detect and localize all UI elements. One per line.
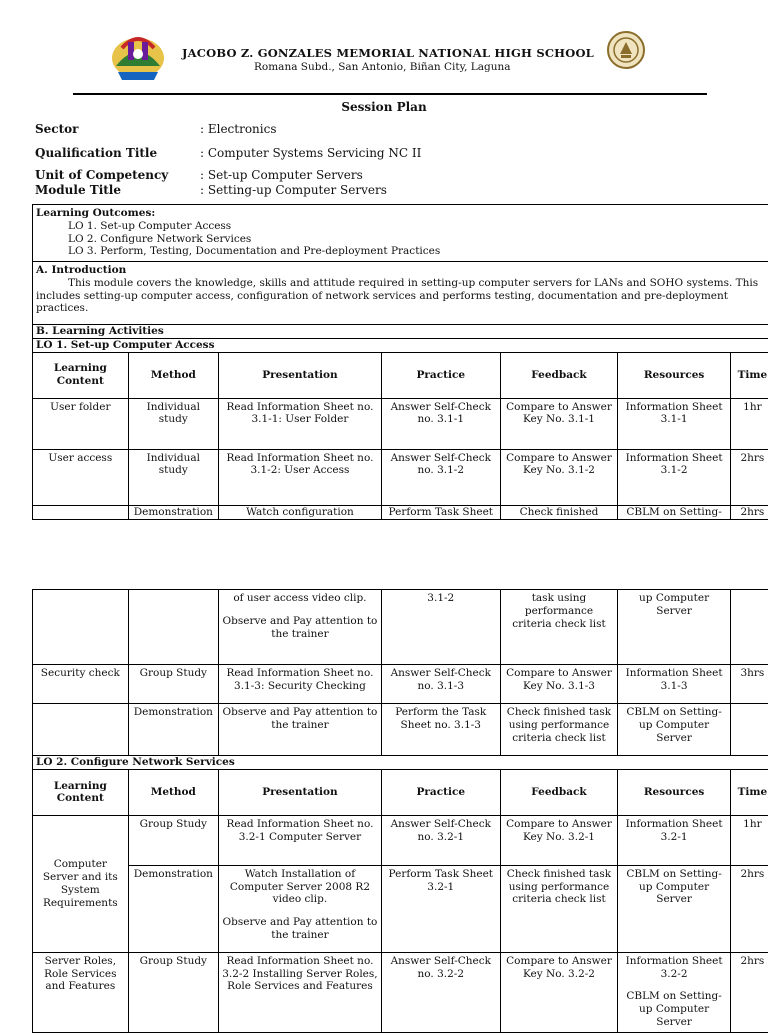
module-title-value: : Setting-up Computer Servers: [200, 183, 387, 197]
header-rule: [73, 93, 707, 95]
module-title-label: Module Title: [35, 183, 121, 197]
sector-label: Sector: [35, 122, 78, 136]
table-row: [33, 952, 768, 1032]
cell-practice: Answer Self-Check no. 3.2-2: [381, 952, 500, 1032]
table-row: [33, 704, 768, 756]
presentation-line: of user access video clip.: [222, 592, 378, 605]
cell-time: 2hrs: [730, 865, 768, 952]
cell-content: User folder: [33, 398, 129, 449]
cell-method: Group Study: [128, 665, 218, 704]
cell-presentation: Read Information Sheet no. 3.1-1: User Folder: [219, 398, 382, 449]
cell-content: [33, 704, 129, 756]
lo2-item: LO 2. Configure Network Services: [36, 233, 768, 246]
resources-line: CBLM on Setting-up Computer Server: [621, 990, 726, 1028]
cell-presentation: Read Information Sheet no. 3.2-1 Computer Server: [219, 815, 382, 865]
cell-time: 3hrs: [730, 665, 768, 704]
learning-outcomes-row: [33, 205, 768, 262]
col-presentation: Presentation: [219, 769, 382, 815]
col-time: Time: [730, 769, 768, 815]
table-header-row: [33, 769, 768, 815]
col-presentation: Presentation: [219, 352, 382, 398]
cell-presentation: [219, 865, 382, 952]
cell-practice: Answer Self-Check no. 3.2-1: [381, 815, 500, 865]
table-row: [33, 815, 768, 865]
cell-time: 1hr: [730, 815, 768, 865]
table-row: [33, 865, 768, 952]
col-resources: Resources: [618, 352, 730, 398]
learning-activities-heading: B. Learning Activities: [33, 325, 768, 339]
school-name: JACOBO Z. GONZALES MEMORIAL NATIONAL HIGH SCHOOL: [182, 46, 594, 60]
cell-content: [33, 590, 129, 665]
cell-time: [730, 704, 768, 756]
table-header-row: [33, 352, 768, 398]
col-feedback: Feedback: [500, 352, 618, 398]
learning-outcomes-heading: Learning Outcomes:: [36, 207, 768, 220]
cell-method: Individual study: [128, 449, 218, 505]
cell-feedback: Compare to Answer Key No. 3.1-3: [500, 665, 618, 704]
cell-resources: CBLM on Setting-up Computer Server: [618, 704, 730, 756]
lo2-table-heading: LO 2. Configure Network Services: [33, 756, 768, 770]
col-resources: Resources: [618, 769, 730, 815]
cell-feedback: Compare to Answer Key No. 3.1-2: [500, 449, 618, 505]
col-method: Method: [128, 352, 218, 398]
cell-resources: CBLM on Setting-up Computer Server: [618, 865, 730, 952]
col-practice: Practice: [381, 769, 500, 815]
cell-method: Demonstration: [128, 865, 218, 952]
col-time: Time: [730, 352, 768, 398]
table-row: [33, 590, 768, 665]
school-logo-left: [108, 28, 168, 82]
cell-practice: 3.1-2: [381, 590, 500, 665]
cell-resources: Information Sheet 3.1-1: [618, 398, 730, 449]
cell-practice: Perform Task Sheet 3.2-1: [381, 865, 500, 952]
cell-resources: Information Sheet 3.1-3: [618, 665, 730, 704]
cell-resources: [618, 952, 730, 1032]
cell-feedback: task using performance criteria check list: [500, 590, 618, 665]
cell-practice: Answer Self-Check no. 3.1-1: [381, 398, 500, 449]
lo1-item: LO 1. Set-up Computer Access: [36, 220, 768, 233]
cell-presentation: Read Information Sheet no. 3.1-2: User Access: [219, 449, 382, 505]
cell-practice: Answer Self-Check no. 3.1-3: [381, 665, 500, 704]
session-plan-table-page2: [32, 589, 768, 1033]
col-feedback: Feedback: [500, 769, 618, 815]
cell-feedback: Check finished: [500, 505, 618, 519]
introduction-row: [33, 262, 768, 325]
cell-feedback: Check finished task using performance criteria check list: [500, 704, 618, 756]
cell-method: Group Study: [128, 815, 218, 865]
presentation-line: Observe and Pay attention to the trainer: [222, 916, 378, 942]
presentation-line: Observe and Pay attention to the trainer: [222, 615, 378, 641]
cell-time: 2hrs: [730, 449, 768, 505]
cell-presentation: Read Information Sheet no. 3.1-3: Security Checking: [219, 665, 382, 704]
cell-presentation: [219, 590, 382, 665]
cell-time: 2hrs: [730, 505, 768, 519]
cell-method: [128, 590, 218, 665]
col-learning-content: Learning Content: [33, 352, 129, 398]
unit-of-competency-label: Unit of Competency: [35, 168, 168, 182]
cell-feedback: Check finished task using performance criteria check list: [500, 865, 618, 952]
cell-presentation: Read Information Sheet no. 3.2-2 Installing Server Roles, Role Services and Features: [219, 952, 382, 1032]
col-method: Method: [128, 769, 218, 815]
cell-time: [730, 590, 768, 665]
unit-of-competency-value: : Set-up Computer Servers: [200, 168, 363, 182]
document-title: Session Plan: [0, 100, 768, 114]
cell-method: Demonstration: [128, 704, 218, 756]
cell-resources: CBLM on Setting-: [618, 505, 730, 519]
introduction-heading: A. Introduction: [36, 264, 768, 277]
table-row: [33, 449, 768, 505]
cell-feedback: Compare to Answer Key No. 3.1-1: [500, 398, 618, 449]
cell-method: Individual study: [128, 398, 218, 449]
cell-resources: Information Sheet 3.2-1: [618, 815, 730, 865]
lo1-table-heading: LO 1. Set-up Computer Access: [33, 338, 768, 352]
cell-content: [33, 505, 129, 519]
session-plan-table-page1: [32, 204, 768, 520]
cell-feedback: Compare to Answer Key No. 3.2-2: [500, 952, 618, 1032]
table-row: [33, 665, 768, 704]
cell-feedback: Compare to Answer Key No. 3.2-1: [500, 815, 618, 865]
resources-line: Information Sheet 3.2-2: [621, 955, 726, 981]
cell-content: User access: [33, 449, 129, 505]
sector-value: : Electronics: [200, 122, 277, 136]
cell-method: Group Study: [128, 952, 218, 1032]
school-seal-right: [606, 30, 646, 70]
cell-practice: Perform the Task Sheet no. 3.1-3: [381, 704, 500, 756]
cell-presentation: Observe and Pay attention to the trainer: [219, 704, 382, 756]
cell-presentation: Watch configuration: [219, 505, 382, 519]
col-practice: Practice: [381, 352, 500, 398]
cell-resources: Information Sheet 3.1-2: [618, 449, 730, 505]
table-row: [33, 398, 768, 449]
cell-time: 1hr: [730, 398, 768, 449]
lo3-item: LO 3. Perform, Testing, Documentation and Pre-deployment Practices: [36, 245, 768, 258]
cell-practice: Perform Task Sheet: [381, 505, 500, 519]
table-row: [33, 505, 768, 519]
cell-content: Security check: [33, 665, 129, 704]
introduction-text: This module covers the knowledge, skills and attitude required in setting-up computer servers for LANs and SOHO systems. This includes setting-up computer access, configuration of network services and performs testing, documentation and pre-deployment practices.: [36, 277, 768, 315]
cell-content: Server Roles, Role Services and Features: [33, 952, 129, 1032]
cell-time: 2hrs: [730, 952, 768, 1032]
cell-method: Demonstration: [128, 505, 218, 519]
cell-content: Computer Server and its System Requirements: [33, 815, 129, 952]
school-address: Romana Subd., San Antonio, Biñan City, Laguna: [254, 61, 511, 73]
col-learning-content: Learning Content: [33, 769, 129, 815]
cell-practice: Answer Self-Check no. 3.1-2: [381, 449, 500, 505]
qualification-value: : Computer Systems Servicing NC II: [200, 146, 421, 160]
qualification-label: Qualification Title: [35, 146, 157, 160]
presentation-line: Watch Installation of Computer Server 2008 R2 video clip.: [222, 868, 378, 906]
cell-resources: up Computer Server: [618, 590, 730, 665]
